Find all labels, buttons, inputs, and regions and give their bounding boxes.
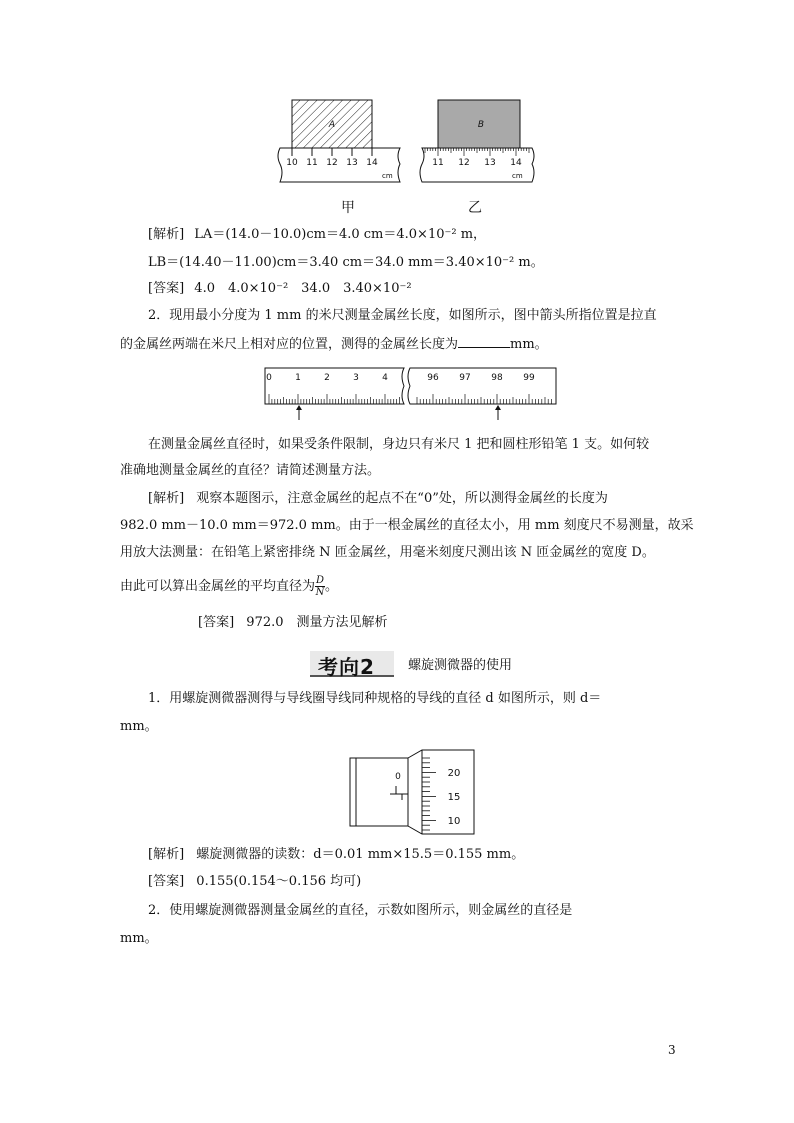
q1-analysis-tag: [解析]	[148, 227, 185, 242]
q2-follow2: 准确地测量金属丝的直径？请简述测量方法。	[120, 463, 381, 478]
arrow-right-icon	[495, 405, 501, 420]
q1-analysis-line2: LB＝(14.40－11.00)cm＝3.40 cm＝34.0 mm＝3.40×10⁻² m。	[148, 255, 544, 270]
q2-analysis-end: 。	[325, 579, 339, 594]
meter-left-tick-label: 4	[382, 373, 388, 383]
q1-analysis-line1	[148, 226, 486, 244]
thimble-tick-label: 20	[447, 767, 461, 779]
q2-line2-post: mm。	[510, 337, 548, 352]
meter-right-tick-label: 98	[491, 373, 503, 383]
ruler-a-unit: cm	[382, 172, 393, 180]
q2-answer-text: 972.0 测量方法见解析	[246, 615, 388, 630]
ruler-b-unit: cm	[512, 172, 523, 180]
meter-right-tick-label: 97	[459, 373, 471, 383]
q2-answer-tag: [答案]	[198, 615, 235, 630]
q2-analysis-line2: 982.0 mm－10.0 mm＝972.0 mm。由于一根金属丝的直径太小，用 mm 刻度尺不易测量，故采	[120, 518, 694, 533]
q1-analysis-text1: LA＝(14.0－10.0)cm＝4.0 cm＝4.0×10⁻² m，	[194, 227, 487, 242]
q3-line2: mm。	[120, 719, 158, 734]
q2-analysis-line1	[148, 490, 608, 508]
block-b-label: B	[477, 120, 485, 130]
q3-analysis-line	[148, 846, 524, 864]
q1-answer-text: 4.0 4.0×10⁻² 34.0 3.40×10⁻²	[194, 281, 412, 296]
q2-analysis-tag: [解析]	[148, 491, 185, 506]
meter-left-tick-label: 0	[266, 373, 272, 383]
q2-answer-blank	[458, 335, 510, 348]
q2-answer-line	[198, 614, 388, 632]
q3-analysis-text: 螺旋测微器的读数：d＝0.01 mm×15.5＝0.155 mm。	[196, 847, 525, 862]
thimble-tick-label: 15	[447, 791, 461, 803]
q2-line2	[120, 335, 548, 354]
q2-follow1: 在测量金属丝直径时，如果受条件限制，身边只有米尺 1 把和圆柱形铅笔 1 支。如何较	[148, 437, 650, 452]
q3-analysis-tag: [解析]	[148, 847, 185, 862]
thimble-tick-label: 10	[447, 815, 461, 827]
q4-line2: mm。	[120, 931, 158, 946]
micrometer-thimble	[408, 750, 474, 834]
ruler-a-tick-label: 10	[286, 158, 298, 168]
arrow-left-icon	[296, 405, 302, 420]
ruler-b-tick-label: 11	[432, 158, 444, 168]
meter-left-tick-label: 2	[324, 373, 330, 383]
ruler-b-tick-label: 14	[510, 158, 522, 168]
micrometer-frame	[350, 758, 408, 826]
q2-analysis-line3: 用放大法测量：在铅笔上紧密排绕 N 匝金属丝，用毫米刻度尺测出该 N 匝金属丝的宽度 D。	[120, 545, 655, 560]
q2-analysis-text4: 由此可以算出金属丝的平均直径为	[120, 579, 316, 594]
section-number: 考向2	[318, 655, 375, 679]
meter-left-tick-label: 3	[353, 373, 359, 383]
section-title: 螺旋测微器的使用	[408, 658, 513, 673]
q4-line1: 2．使用螺旋测微器测量金属丝的直径，示数如图所示，则金属丝的直径是	[148, 903, 573, 918]
q2-analysis-line4	[120, 575, 338, 598]
ruler-a-tick-label: 12	[326, 158, 338, 168]
figure-right-label: 乙	[468, 200, 482, 216]
q1-answer-line	[148, 280, 412, 298]
q3-answer-line	[148, 873, 361, 891]
figure-left-label: 甲	[341, 200, 355, 216]
q3-answer-text: 0.155(0.154～0.156 均可)	[196, 874, 362, 889]
meter-right-tick-label: 99	[523, 373, 535, 383]
ruler-a-tick-label: 14	[366, 158, 378, 168]
q3-answer-tag: [答案]	[148, 874, 185, 889]
block-a-label: A	[328, 120, 336, 130]
q1-answer-tag: [答案]	[148, 281, 185, 296]
q2-analysis-text1: 观察本题图示，注意金属丝的起点不在“0”处，所以测得金属丝的长度为	[196, 491, 608, 506]
ruler-a-tick-label: 11	[306, 158, 318, 168]
ruler-a-tick-label: 13	[346, 158, 358, 168]
page-number: 3	[668, 1043, 676, 1057]
fraction-numerator: D	[316, 575, 325, 586]
meter-left-tick-label: 1	[295, 373, 301, 383]
sleeve-zero-label: 0	[395, 772, 401, 782]
ruler-b-tick-label: 12	[458, 158, 470, 168]
q2-line1: 2．现用最小分度为 1 mm 的米尺测量金属丝长度，如图所示，图中箭头所指位置是拉直	[148, 308, 657, 323]
ruler-b-tick-label: 13	[484, 158, 496, 168]
q3-line1: 1．用螺旋测微器测得与导线圈导线同种规格的导线的直径 d 如图所示，则 d＝	[148, 691, 602, 706]
fraction-denominator: N	[315, 587, 325, 598]
meter-right-tick-label: 96	[427, 373, 439, 383]
diameter-fraction	[315, 575, 325, 598]
figure-micrometer	[348, 746, 478, 836]
figure-meter-stick	[262, 364, 562, 424]
q2-line2-pre: 的金属丝两端在米尺上相对应的位置，测得的金属丝长度为	[120, 337, 459, 352]
figure-ruler-blocks	[270, 96, 540, 188]
